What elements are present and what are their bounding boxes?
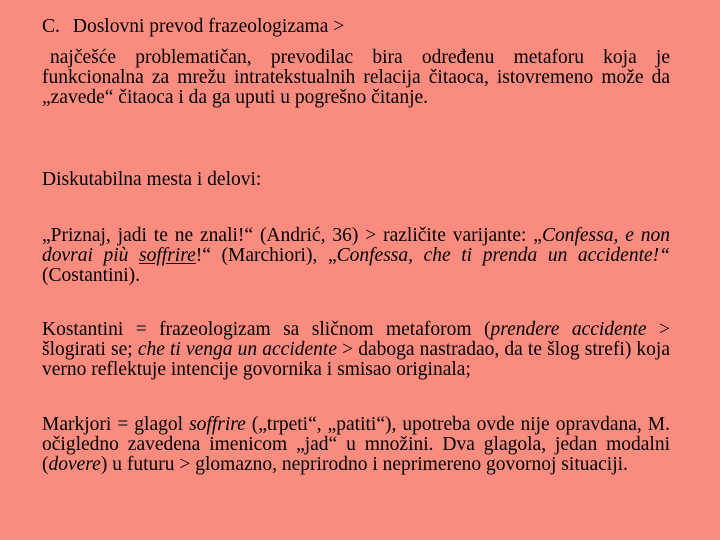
costantini-source: (Costantini). <box>42 265 141 286</box>
intro-text: najčešće problematičan, prevodilac bira određenu metaforu koja je funkcionalna za mrežu intratekstualnih relacija čitaoca, istovremeno može da „zavede“ čitaoca i da ga uputi u pogrešno čitanje. <box>42 47 670 108</box>
heading-title: Doslovni prevod frazeologizama > <box>72 16 345 37</box>
quote-original: „Priznaj, jadi te ne znali!“ (Andrić, 36) > različite varijante: „ <box>42 225 542 246</box>
kostantini-text-e: > daboga nastradao, da te šlog strefi) koja verno reflektuje intencije govornika i smisao originala; <box>42 339 671 380</box>
markjori-paragraph <box>42 415 670 475</box>
marchiori-verb: soffrire <box>139 245 196 266</box>
marchiori-variant-b: !“ <box>195 245 211 266</box>
section-heading <box>42 17 670 37</box>
kostantini-text-c: > šlogirati se; <box>42 319 671 360</box>
markjori-text-e: ) u futuru > glomazno, neprirodno i neprimereno govornoj situaciji. <box>100 454 628 475</box>
discussion-label: Diskutabilna mesta i delovi: <box>42 169 262 190</box>
markjori-verb: soffrire <box>189 414 246 435</box>
marchiori-source: (Marchiori), „ <box>210 245 337 266</box>
kostantini-phrase-1: prendere accidente <box>490 319 647 340</box>
kostantini-text-a: Kostantini = frazeologizam sa sličnom metaforom ( <box>42 319 491 340</box>
markjori-text-a: Markjori = glagol <box>42 414 190 435</box>
kostantini-paragraph <box>42 320 670 380</box>
markjori-text-c: („trpeti“, „patiti“), upotreba ovde nije opravdana, M. očigledno zavedena imenicom „jad“ u množini. Dva glagola, jedan modalni ( <box>42 414 671 475</box>
quote-paragraph <box>42 226 670 286</box>
marchiori-variant-a: Confessa, e non dovrai più <box>42 225 670 266</box>
heading-number: C. <box>42 16 60 37</box>
kostantini-phrase-2: che ti venga un accidente <box>137 339 337 360</box>
intro-paragraph <box>42 48 670 108</box>
costantini-variant: Confessa, che ti prenda un accidente!“ <box>336 245 670 266</box>
markjori-modal: dovere <box>48 454 101 475</box>
